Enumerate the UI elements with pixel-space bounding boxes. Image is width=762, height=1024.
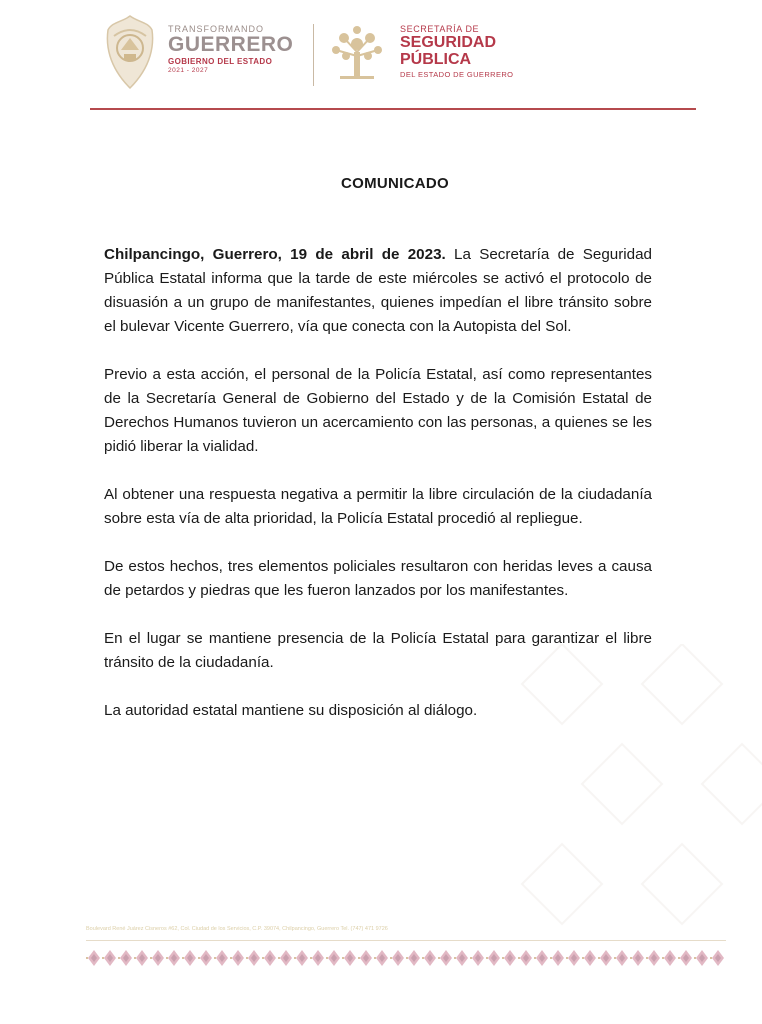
paragraph-6: La autoridad estatal mantiene su disposición al diálogo. xyxy=(104,702,478,719)
footer-address: Boulevard René Juárez Cisneros #62, Col. Ciudad de los Servicios, C.P. 39074, Chilpancingo, Guerrero Tel. (747) 471 9726 xyxy=(86,926,388,932)
secretariat-logo-text xyxy=(400,24,513,79)
paragraph-1 xyxy=(104,243,652,339)
background-pattern xyxy=(502,644,762,964)
secretariat-line4: DEL ESTADO DE GUERRERO xyxy=(400,70,514,79)
header-divider xyxy=(313,24,314,86)
header-rule xyxy=(90,108,696,110)
state-seal-icon xyxy=(104,14,156,90)
secretariat-line3: PÚBLICA xyxy=(400,51,472,68)
government-logo-text xyxy=(168,24,293,74)
paragraph-3: Al obtener una respuesta negativa a permitir la libre circulación de la ciudadanía sobre esta vía de alta prioridad, la Policía Estatal procedió al repliegue. xyxy=(104,486,652,527)
gov-period: 2021 - 2027 xyxy=(168,67,209,74)
paragraph-2: Previo a esta acción, el personal de la Policía Estatal, así como representantes de la Secretaría General de Gobierno del Estado y de la Comisión Estatal de Derechos Humanos tuvieron un acercamiento con las personas, a quienes se les pidió liberar la vialidad. xyxy=(104,366,652,455)
decorative-border xyxy=(86,948,726,968)
paragraph-4: De estos hechos, tres elementos policiales resultaron con heridas leves a causa de petardos y piedras que les fueron lanzados por los manifestantes. xyxy=(104,558,652,599)
dateline: Chilpancingo, Guerrero, 19 de abril de 2023. xyxy=(104,246,446,263)
secretariat-line2: SEGURIDAD xyxy=(400,34,497,51)
gov-name: GUERRERO xyxy=(168,33,294,56)
secretariat-emblem-icon xyxy=(326,22,388,84)
paragraph-5: En el lugar se mantiene presencia de la Policía Estatal para garantizar el libre tránsito de la ciudadanía. xyxy=(104,630,652,671)
gov-tagline: TRANSFORMANDO xyxy=(168,24,264,34)
paragraph-1-text: La Secretaría de Seguridad Pública Estatal informa que la tarde de este miércoles se activó el protocolo de disuasión a un grupo de manifestantes, quienes impedían el libre tránsito sobre el bulevar Vicente Guerrero, vía que conecta con la Autopista del Sol. xyxy=(104,246,652,335)
letterhead xyxy=(100,12,700,94)
gov-subtitle: GOBIERNO DEL ESTADO xyxy=(168,57,273,66)
footer-rule xyxy=(86,940,726,941)
secretariat-line1: SECRETARÍA DE xyxy=(400,24,480,34)
document-title: COMUNICADO xyxy=(341,175,449,192)
